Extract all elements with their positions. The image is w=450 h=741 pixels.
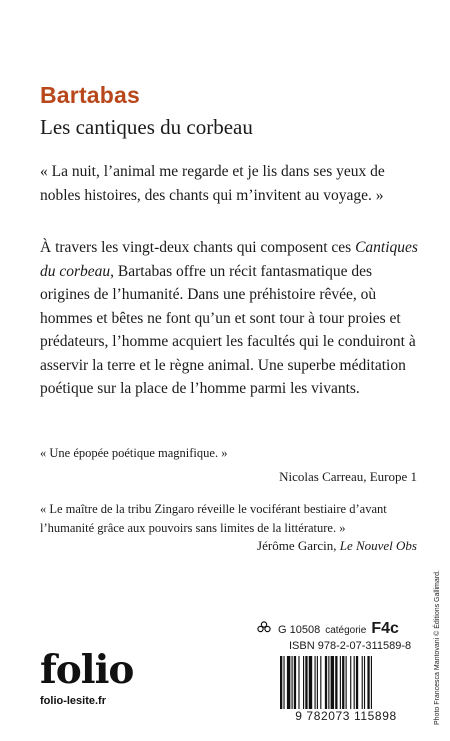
review-attribution-2 [257,538,417,554]
catalog-category-label: catégorie [325,625,367,636]
review-attribution-1: Nicolas Carreau, Europe 1 [279,469,417,484]
book-title: Les cantiques du corbeau [40,115,253,139]
barcode-number: 9 782073 115898 [295,709,397,723]
blurb-text-start: À travers les vingt-deux chants qui composent ces [40,239,356,256]
publisher-logo: folio [40,647,134,693]
epigraph-quote: « La nuit, l’animal me regarde et je lis dans ses yeux de nobles histoires, des chants qui m’invitent au voyage. » [40,163,385,204]
catalog-code: G 10508 [278,624,321,636]
price-code: F4c [371,620,399,637]
barcode-icon [276,656,416,709]
book-author: Bartabas [40,82,141,108]
publisher-website[interactable]: folio-lesite.fr [40,695,107,707]
catalog-line [257,620,399,638]
blurb-text-end: , Bartabas offre un récit fantasmatique des origines de l’humanité. Dans une préhistoire rêvée, où hommes et bêtes ne font qu’un et sont tour à tour proies et prédateurs, l’homme acquiert les facultés qui le conduiront à asservir la terre et le règne animal. Une superbe méditation poétique sur la place de l’homme parmi les vivants. [40,262,416,397]
review-source-2: Le Nouvel Obs [339,538,417,553]
book-blurb [40,236,420,401]
review-author-2: Jérôme Garcin, [257,538,340,553]
isbn-number: ISBN 978-2-07-311589-8 [289,640,412,652]
review-quote-2: « Le maître de la tribu Zingaro réveille le vociférant bestiaire d’avant l’humanité grâce aux pouvoirs sans limites de la littérature. » [40,502,387,535]
review-quote-1: « Une épopée poétique magnifique. » [40,446,228,460]
photo-credit: Photo Francesca Mantovani © Éditions Gallimard. [434,570,441,725]
blurb-work-title: Cantiques du corbeau [40,239,418,280]
